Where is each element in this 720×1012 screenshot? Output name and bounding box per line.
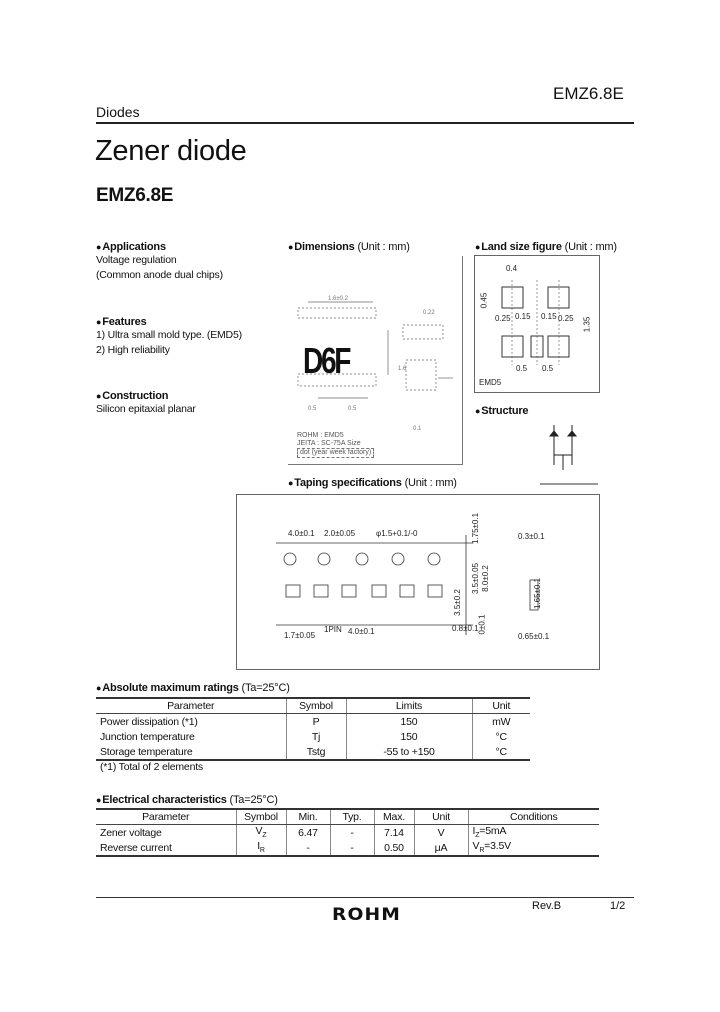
construction-line: Silicon epitaxial planar xyxy=(96,403,196,415)
table-cell: Tstg xyxy=(286,744,346,760)
land-size-unit: (Unit : mm) xyxy=(564,241,617,253)
table-cell: V xyxy=(414,825,468,841)
rohm-logo: ROHM xyxy=(332,905,401,925)
elec-heading-row xyxy=(96,794,278,806)
table-row xyxy=(96,840,599,856)
column-header: Min. xyxy=(286,809,330,825)
svg-text:0.1: 0.1 xyxy=(413,426,422,432)
table-row xyxy=(96,729,530,744)
land-size-heading-row xyxy=(475,241,617,253)
table-cell: Junction temperature xyxy=(100,730,195,743)
abs-max-condition: (Ta=25°C) xyxy=(241,682,290,694)
table-row xyxy=(96,825,599,841)
table-cell: Tj xyxy=(286,729,346,744)
symbol-cell xyxy=(236,840,286,856)
revision-label: Rev.B xyxy=(532,900,562,912)
table-cell: 7.14 xyxy=(374,825,414,841)
table-cell: μA xyxy=(414,840,468,856)
structure-heading-row xyxy=(475,405,528,417)
table-cell: Zener voltage xyxy=(100,826,162,839)
applications-heading: Applications xyxy=(102,241,166,253)
cond-main: I xyxy=(472,825,476,838)
table-cell: - xyxy=(330,840,374,856)
structure-heading: Structure xyxy=(481,405,529,417)
page-number: 1/2 xyxy=(610,900,626,912)
cond-rest: =5mA xyxy=(479,825,507,838)
svg-text:0.22: 0.22 xyxy=(423,310,435,316)
land-label: 0.15 xyxy=(515,312,531,321)
applications-section xyxy=(96,241,223,283)
table-cell: 150 xyxy=(346,714,472,730)
taping-label: 0.3±0.1 xyxy=(518,532,545,541)
taping-label: φ1.5+0.1/-0 xyxy=(376,529,418,538)
symbol-subscript: Z xyxy=(262,832,267,840)
column-header: Unit xyxy=(472,698,530,714)
applications-line: (Common anode dual chips) xyxy=(96,269,223,281)
table-cell: Storage temperature xyxy=(96,744,286,760)
table-cell: P xyxy=(286,714,346,730)
taping-label: 1PIN xyxy=(324,625,342,634)
taping-label: 1.65±0.1 xyxy=(533,577,543,610)
land-label: 0.25 xyxy=(495,314,511,323)
column-header: Conditions xyxy=(468,809,599,825)
table-cell: °C xyxy=(472,729,530,744)
taping-label: 3.5±0.2 xyxy=(452,589,462,616)
taping-label: 0.8±0.1 xyxy=(452,624,479,633)
document-category: Diodes xyxy=(96,104,140,120)
legend-line: ROHM : EMD5 xyxy=(297,432,344,439)
table-cell: 150 xyxy=(346,729,472,744)
table-cell: Power dissipation (*1) xyxy=(100,715,198,728)
bullet-icon: ● xyxy=(96,391,102,401)
column-header: Unit xyxy=(414,809,468,825)
svg-text:0.5: 0.5 xyxy=(348,406,357,412)
features-heading: Features xyxy=(102,316,147,328)
abs-max-heading: Absolute maximum ratings xyxy=(102,682,239,694)
land-label: EMD5 xyxy=(479,378,502,387)
taping-label: 2.0±0.05 xyxy=(324,529,356,538)
column-header: Limits xyxy=(346,698,472,714)
svg-text:1.6±0.2: 1.6±0.2 xyxy=(328,296,348,302)
taping-labels xyxy=(236,494,598,668)
table-cell: 6.47 xyxy=(286,825,330,841)
taping-unit: (Unit : mm) xyxy=(404,477,457,489)
bullet-icon: ● xyxy=(96,242,102,252)
elec-condition: (Ta=25°C) xyxy=(229,794,278,806)
land-label: 0.45 xyxy=(479,292,489,309)
taping-label: 1.75±0.1 xyxy=(471,512,481,545)
dimensions-unit: (Unit : mm) xyxy=(357,241,410,253)
svg-text:0.5: 0.5 xyxy=(308,406,317,412)
cond-main: V xyxy=(472,840,480,853)
cond-subscript: Z xyxy=(475,832,480,840)
land-size-labels xyxy=(476,260,596,390)
table-cell: °C xyxy=(472,744,530,760)
taping-label: 0±0.1 xyxy=(477,614,487,635)
dimensions-heading-row xyxy=(288,241,410,253)
part-number-heading: EMZ6.8E xyxy=(96,185,174,206)
land-label: 0.15 xyxy=(541,312,557,321)
table-cell: mW xyxy=(472,714,530,730)
features-section xyxy=(96,316,242,358)
taping-label: 4.0±0.1 xyxy=(288,529,315,538)
taping-label: 8.0±0.2 xyxy=(480,565,490,592)
column-header: Parameter xyxy=(96,809,236,825)
page-title: Zener diode xyxy=(95,135,247,167)
column-header: Parameter xyxy=(96,698,286,714)
abs-max-note: (*1) Total of 2 elements xyxy=(100,761,203,773)
land-size-heading: Land size figure xyxy=(481,241,562,253)
column-header: Max. xyxy=(374,809,414,825)
table-header-row xyxy=(96,698,530,714)
condition-cell xyxy=(468,840,599,856)
condition-cell xyxy=(468,825,599,841)
structure-schematic xyxy=(540,420,600,490)
table-header-row xyxy=(96,809,599,825)
elec-heading: Electrical characteristics xyxy=(102,794,227,806)
package-marking: D6F xyxy=(303,340,350,381)
table-cell: - xyxy=(286,840,330,856)
applications-line: Voltage regulation xyxy=(96,254,177,266)
taping-label: 1.7±0.05 xyxy=(284,631,316,640)
table-row xyxy=(96,714,530,730)
construction-heading: Construction xyxy=(102,390,169,402)
abs-max-table xyxy=(96,697,530,761)
taping-heading-row xyxy=(288,477,457,489)
land-label: 1.35 xyxy=(582,316,592,333)
features-line: 1) Ultra small mold type. (EMD5) xyxy=(96,329,242,341)
column-header: Symbol xyxy=(236,809,286,825)
table-cell: - xyxy=(330,825,374,841)
land-label: 0.4 xyxy=(506,264,518,273)
symbol-main: V xyxy=(255,825,263,838)
land-label: 0.5 xyxy=(542,364,554,373)
bullet-icon: ● xyxy=(96,683,102,693)
elec-table xyxy=(96,808,599,857)
svg-text:1.6: 1.6 xyxy=(398,366,407,372)
table-cell: -55 to +150 xyxy=(346,744,472,760)
footer-rule xyxy=(96,897,634,898)
taping-label: 0.65±0.1 xyxy=(518,632,550,641)
header-part-number: EMZ6.8E xyxy=(553,84,624,103)
dimensions-legend xyxy=(297,432,374,458)
symbol-subscript: R xyxy=(259,847,265,855)
bullet-icon: ● xyxy=(288,242,294,252)
cond-rest: =3.5V xyxy=(484,840,511,853)
taping-label: 4.0±0.1 xyxy=(348,627,375,636)
construction-section xyxy=(96,390,196,417)
taping-label: 3.5±0.05 xyxy=(471,562,481,595)
symbol-cell xyxy=(236,825,286,841)
cond-subscript: R xyxy=(479,847,485,855)
land-label: 0.5 xyxy=(516,364,528,373)
table-cell: Reverse current xyxy=(96,840,236,856)
header-rule xyxy=(96,122,634,124)
bullet-icon: ● xyxy=(288,478,294,488)
bullet-icon: ● xyxy=(475,242,481,252)
bullet-icon: ● xyxy=(96,795,102,805)
taping-heading: Taping specifications xyxy=(294,477,402,489)
features-line: 2) High reliability xyxy=(96,344,170,356)
land-label: 0.25 xyxy=(558,314,574,323)
table-cell: 0.50 xyxy=(374,840,414,856)
bullet-icon: ● xyxy=(475,406,481,416)
column-header: Symbol xyxy=(286,698,346,714)
column-header: Typ. xyxy=(330,809,374,825)
legend-line: JEITA : SC-75A Size xyxy=(297,440,361,447)
dimensions-heading: Dimensions xyxy=(294,241,355,253)
symbol-main: I xyxy=(257,840,260,853)
table-row xyxy=(96,744,530,760)
legend-line: dot (year week factory) xyxy=(297,448,374,458)
bullet-icon: ● xyxy=(96,317,102,327)
abs-max-heading-row xyxy=(96,682,290,694)
